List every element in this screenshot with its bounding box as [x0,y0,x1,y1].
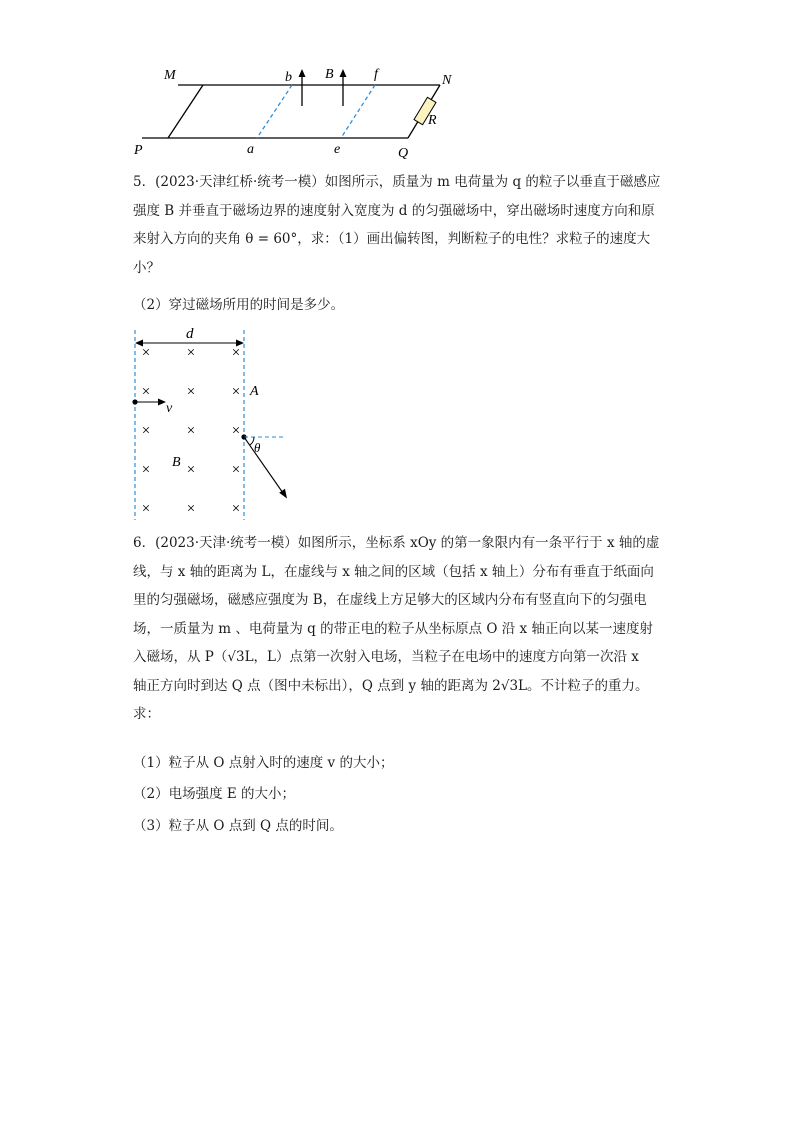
cross: × [186,423,196,439]
question-6 [133,529,663,729]
cross: × [186,462,196,478]
cross: × [231,345,241,361]
cross: × [141,501,151,517]
label-theta: θ [254,440,261,455]
velocity-arrow-head [158,399,166,406]
label-b: b [285,70,292,85]
q6-part-3: （3）粒子从 O 点到 Q 点的时间。 [133,818,343,834]
label-B: B [325,67,334,82]
field-crosses [142,345,240,517]
q6-line-2: 线，与 x 轴的距离为 L，在虚线与 x 轴之间的区域（包括 x 轴上）分布有垂直于纸面向 [133,563,654,580]
label-Q: Q [398,146,409,161]
label-a: a [247,142,254,157]
cross: × [186,501,196,517]
q6-part-2: （2）电场强度 E 的大小； [133,786,296,802]
rod-ab [257,85,292,138]
cross: × [231,462,241,478]
rod-ef [341,85,375,138]
exit-velocity-line [244,437,283,493]
cross: × [141,345,151,361]
cross: × [231,423,241,439]
label-P: P [134,143,143,158]
label-A: A [250,384,259,399]
q6-line-5: 入磁场，从 P（√3L，L）点第一次射入电场，当粒子在电场中的速度方向第一次沿 x [133,649,639,665]
cross: × [186,345,196,361]
label-R: R [428,113,437,128]
exit-velocity-arrow-head [279,489,287,499]
q6-line-4: 场，一质量为 m 、电荷量为 q 的带正电的粒子从坐标原点 O 沿 x 轴正向以某一速度射 [133,620,653,637]
label-d: d [186,326,194,342]
cross: × [231,384,241,400]
label-N: N [442,73,452,88]
label-M: M [164,68,176,83]
label-f: f [374,67,378,82]
label-B: B [172,455,181,470]
cross: × [186,384,196,400]
cross: × [141,462,151,478]
q6-part-1: （1）粒子从 O 点射入时的速度 v 的大小； [133,755,394,771]
cross: × [141,384,151,400]
label-v: v [166,401,173,416]
field-arrow-1-head [299,69,306,77]
label-e: e [334,142,341,157]
q5-line-4: 小？ [133,259,160,276]
cross: × [231,501,241,517]
figure-magnetic-field-diagram [0,322,794,532]
q6-line-6: 轴正方向时到达 Q 点（图中未标出），Q 点到 y 轴的距离为 2√3L。不计粒子的重力。 [133,677,649,694]
rail-left-end [168,85,203,138]
field-arrow-2-head [340,69,347,77]
q6-line-7: 求： [133,706,160,722]
figure-rails-diagram [0,0,794,170]
q5-line-2: 强度 B 并垂直于磁场边界的速度射入宽度为 d 的匀强磁场中，穿出磁场时速度方向和原 [133,202,655,219]
q6-line-1: 6．(2023·天津·统考一模）如图所示，坐标系 xOy 的第一象限内有一条平行于 x 轴的虚 [133,535,660,551]
q5-part-2: （2）穿过磁场所用的时间是多少。 [133,297,345,313]
question-5 [133,168,663,282]
q5-line-1: 5．(2023·天津红桥·统考一模）如图所示，质量为 m 电荷量为 q 的粒子以垂直于磁感应 [133,174,661,190]
cross: × [141,423,151,439]
q6-line-3: 里的匀强磁场，磁感应强度为 B，在虚线上方足够大的区域内分布有竖直向下的匀强电 [133,592,647,608]
q5-line-3: 来射入方向的夹角 θ = 60°，求：（1）画出偏转图，判断粒子的电性？求粒子的速度大 [133,231,651,247]
